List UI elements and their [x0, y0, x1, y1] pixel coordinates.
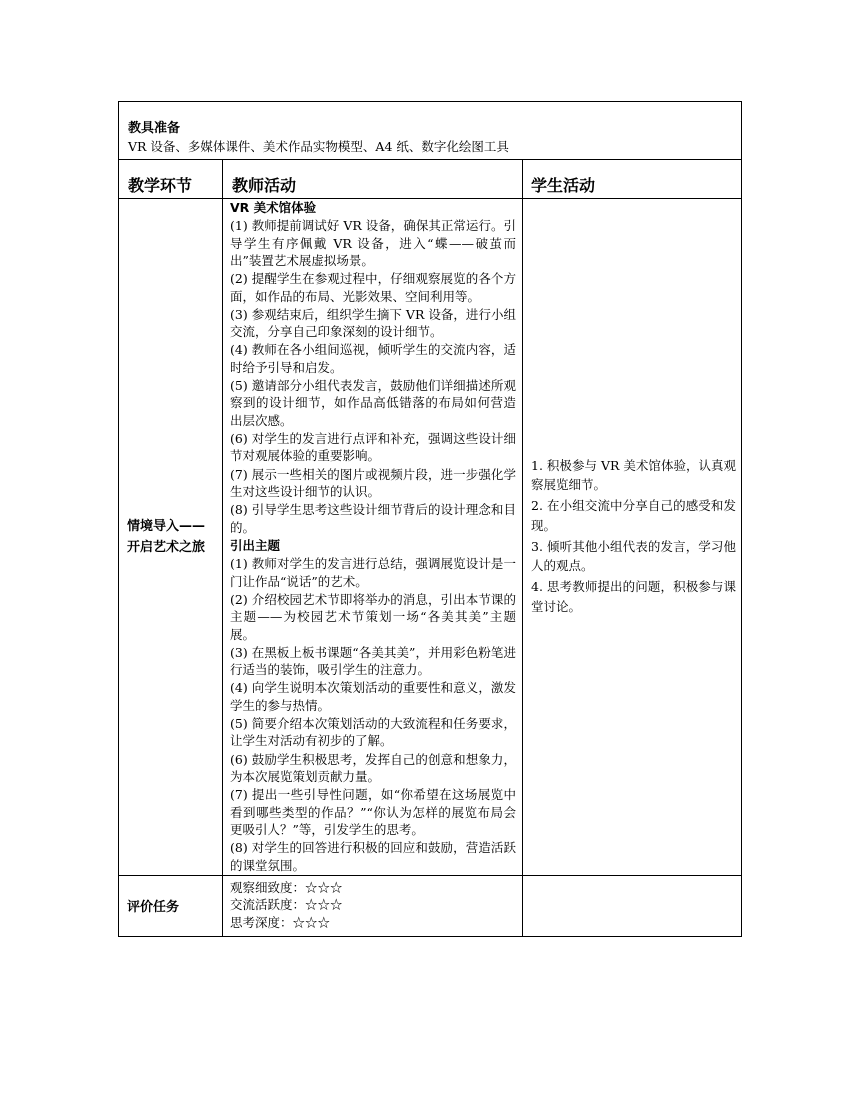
prep-title: 教具准备	[128, 121, 181, 136]
student-item: 3. 倾听其他小组代表的发言，学习他人的观点。	[531, 538, 737, 574]
lesson-plan-table	[118, 101, 742, 937]
student-activity	[523, 199, 742, 876]
evaluation-item: 思考深度：☆☆☆	[230, 914, 331, 930]
teacher-item: (5) 简要介绍本次策划活动的大致流程和任务要求，让学生对活动有初步的了解。	[230, 715, 516, 749]
teacher-item: (7) 提出一些引导性问题，如“你希望在这场展览中看到哪些类型的作品？”“你认为怎样的展览布局会更吸引人？”等，引发学生的思考。	[230, 787, 516, 837]
evaluation-row	[119, 875, 742, 936]
evaluation-label: 评价任务	[119, 875, 223, 936]
prep-row	[119, 102, 742, 160]
teacher-activity	[223, 199, 523, 876]
teacher-item: (6) 对学生的发言进行点评和补充，强调这些设计细节对观展体验的重要影响。	[230, 431, 516, 464]
student-item: 4. 思考教师提出的问题，积极参与课堂讨论。	[531, 579, 737, 614]
teacher-item: (2) 介绍校园艺术节即将举办的消息，引出本节课的主题——为校园艺术节策划一场“各美其美”主题展。	[230, 591, 516, 642]
evaluation-empty-cell	[523, 875, 742, 936]
teacher-item: (1) 教师提前调试好 VR 设备，确保其正常运行。引导学生有序佩戴 VR 设备，进入“蝶——破茧而出”装置艺术展虚拟场景。	[230, 218, 516, 269]
evaluation-item: 交流活跃度：☆☆☆	[230, 897, 343, 913]
evaluation-items	[223, 875, 523, 936]
prep-cell	[119, 102, 742, 160]
teacher-heading-vr: VR 美术馆体验	[230, 200, 317, 215]
situation-row	[119, 199, 742, 876]
teacher-item: (5) 邀请部分小组代表发言，鼓励他们详细描述所观察到的设计细节，如作品高低错落的布局如何营造出层次感。	[230, 378, 516, 428]
header-stage: 教学环节	[119, 160, 223, 199]
header-student: 学生活动	[523, 160, 742, 199]
teacher-item: (3) 在黑板上板书课题“各美其美”，并用彩色粉笔进行适当的装饰，吸引学生的注意力。	[230, 644, 516, 678]
teacher-item: (3) 参观结束后，组织学生摘下 VR 设备，进行小组交流，分享自己印象深刻的设计细节。	[230, 306, 516, 340]
header-row	[119, 160, 742, 199]
teacher-item: (2) 提醒学生在参观过程中，仔细观察展览的各个方面，如作品的布局、光影效果、空间利用等。	[230, 271, 516, 304]
header-teacher: 教师活动	[223, 160, 523, 199]
stage-label-line2: 开启艺术之旅	[127, 539, 206, 555]
teacher-item: (4) 教师在各小组间巡视，倾听学生的交流内容，适时给予引导和启发。	[230, 342, 516, 375]
teacher-heading-theme: 引出主题	[230, 537, 281, 553]
student-item: 1. 积极参与 VR 美术馆体验，认真观察展览细节。	[531, 457, 737, 493]
teacher-item: (4) 向学生说明本次策划活动的重要性和意义，激发学生的参与热情。	[230, 680, 516, 713]
teacher-item: (6) 鼓励学生积极思考，发挥自己的创意和想象力，为本次展览策划贡献力量。	[230, 751, 516, 784]
teacher-item: (1) 教师对学生的发言进行总结，强调展览设计是一门让作品“说话”的艺术。	[230, 556, 516, 589]
evaluation-item: 观察细致度：☆☆☆	[230, 879, 343, 895]
stage-label-line1: 情境导入——	[127, 518, 206, 534]
student-item: 2. 在小组交流中分享自己的感受和发现。	[531, 498, 737, 533]
teacher-item: (7) 展示一些相关的图片或视频片段，进一步强化学生对这些设计细节的认识。	[230, 466, 516, 500]
teacher-item: (8) 对学生的回答进行积极的回应和鼓励，营造活跃的课堂氛围。	[230, 840, 516, 873]
stage-label	[119, 199, 223, 876]
prep-content: VR 设备、多媒体课件、美术作品实物模型、A4 纸、数字化绘图工具	[128, 139, 509, 154]
lesson-plan-sheet	[118, 101, 741, 937]
teacher-item: (8) 引导学生思考这些设计细节背后的设计理念和目的。	[230, 502, 516, 535]
